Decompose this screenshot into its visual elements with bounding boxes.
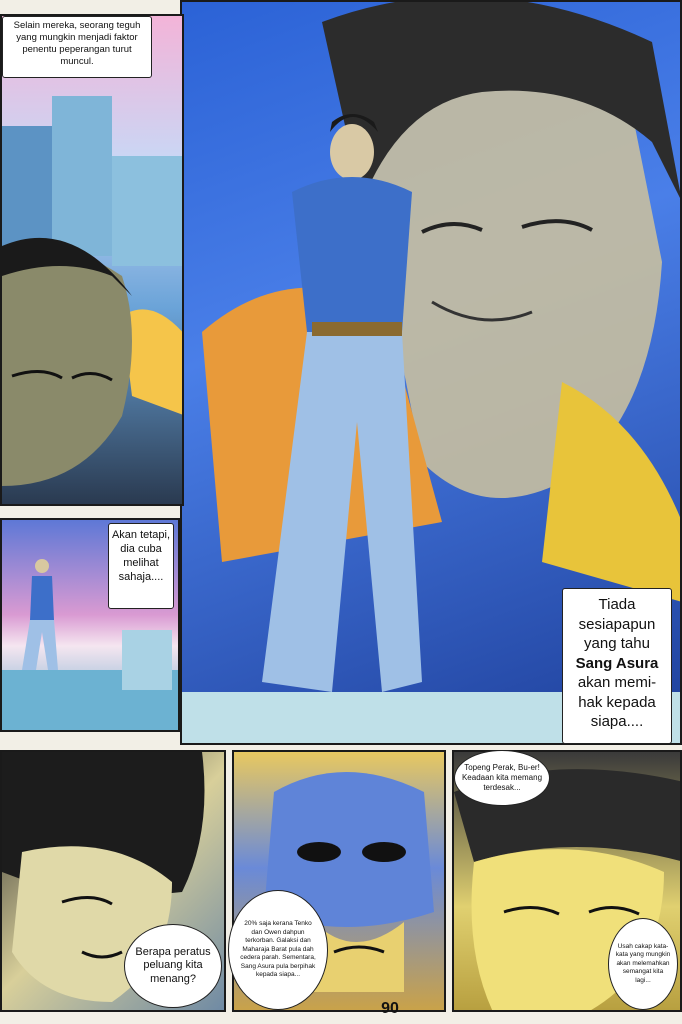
caption-right-line-6: hak kepada (578, 693, 656, 711)
caption-top-left: Selain mereka, seorang teguh yang mungkin menjadi faktor penentu peperangan turut muncul. (2, 16, 152, 78)
page-number: 90 (381, 1000, 399, 1017)
caption-right-line-1: Tiada (598, 596, 636, 613)
speech-bottom-right-bottom: Usah cakap kata-kata yang mungkin akan melemahkan semangat kita lagi... (608, 918, 678, 1010)
caption-right-line-5: akan memi- (577, 674, 657, 691)
speech-bottom-left: Berapa peratus peluang kita menang? (124, 924, 222, 1008)
caption-right-line-3: yang tahu (584, 635, 650, 652)
panel-castle-face (0, 14, 184, 506)
speech-bottom-right-top: Topeng Perak, Bu-er! Keadaan kita memang terdesak... (454, 750, 550, 806)
caption-right-line-2: sesiapapun (578, 615, 656, 633)
speech-bottom-mid: 20% saja kerana Tenko dan Owen dahpun terkorban. Galaksi dan Maharaja Barat pula dah cedera parah. Sementara, Sang Asura pula berpihak kepada siapa... (228, 890, 328, 1010)
caption-right-line-4: Sang Asura (575, 654, 659, 672)
caption-right-line-7: siapa.... (590, 713, 644, 730)
caption-mid-left: Akan tetapi, dia cuba melihat sahaja.... (108, 523, 174, 609)
panel-castle-art (2, 16, 184, 506)
caption-right (562, 588, 672, 744)
